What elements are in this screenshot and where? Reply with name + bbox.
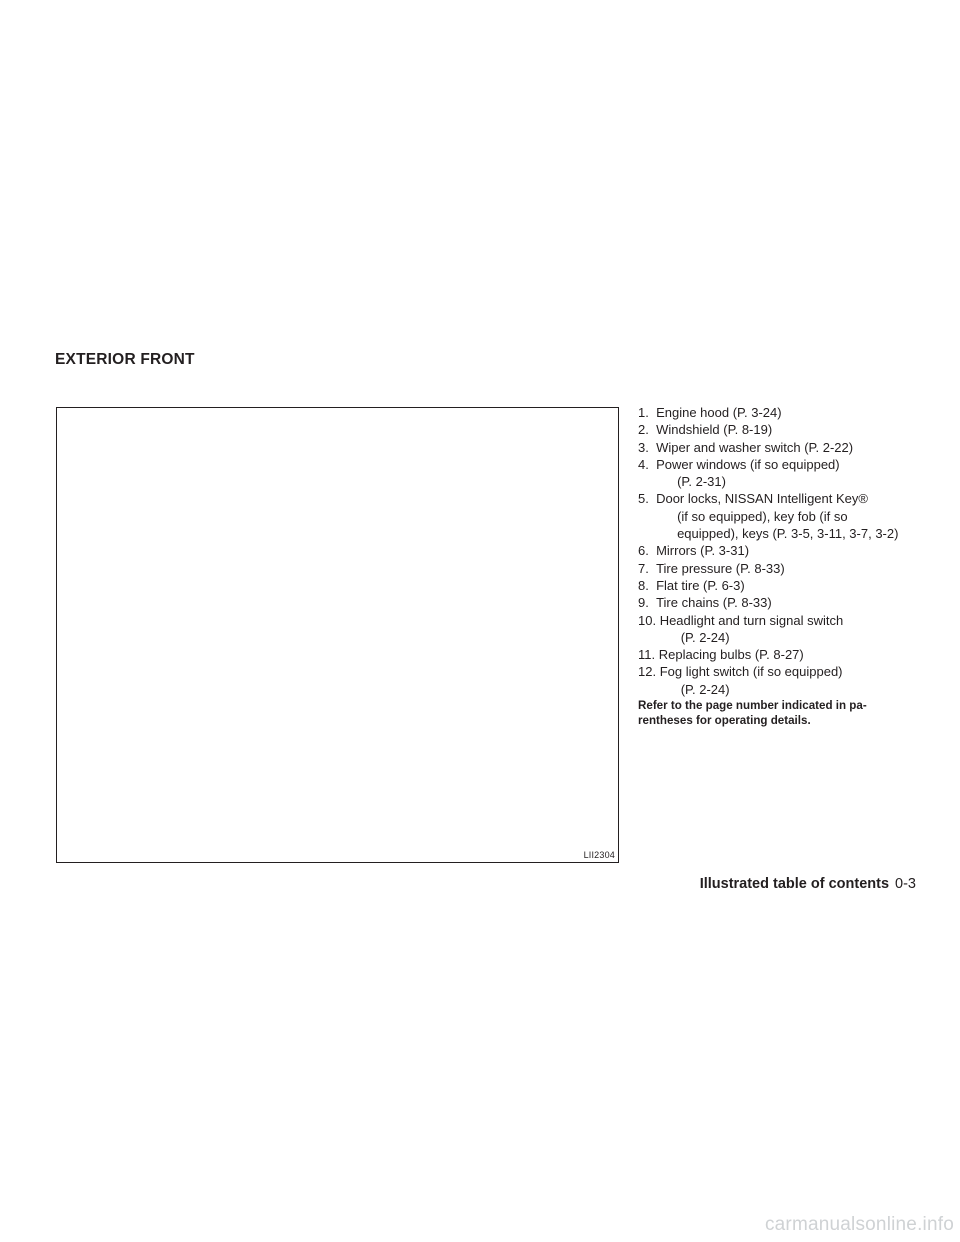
legend-item-line: Replacing bulbs (P. 8-27) (658, 647, 804, 663)
legend-item-number: 11. (638, 647, 659, 663)
legend-item (638, 612, 924, 647)
legend-item-text (656, 594, 924, 611)
legend-item-text (660, 612, 924, 647)
legend-item-line: Fog light switch (if so equipped) (659, 664, 843, 680)
legend-item-line: Power windows (if so equipped) (656, 456, 840, 472)
legend-item-line: Windshield (P. 8-19) (656, 422, 773, 438)
legend-item-line: Flat tire (P. 6-3) (656, 577, 745, 593)
legend-item-text (656, 439, 924, 456)
legend-item (638, 490, 924, 542)
reference-note (638, 698, 924, 728)
legend-item-line: equipped), keys (P. 3-5, 3-11, 3-7, 3-2) (677, 526, 899, 542)
legend-item (638, 577, 924, 594)
legend-item-line: (P. 2-31) (677, 474, 726, 490)
legend-item-text (656, 490, 924, 542)
legend-item-text (656, 421, 924, 438)
legend-item-number: 7. (638, 560, 657, 576)
legend-item-line: (P. 2-24) (680, 681, 730, 697)
legend-item-line: Tire pressure (P. 8-33) (656, 560, 785, 576)
legend-item (638, 646, 924, 663)
legend-item (638, 456, 924, 491)
legend-item (638, 421, 924, 438)
legend-item-line: Door locks, NISSAN Intelligent Key® (656, 491, 868, 507)
legend-item-number: 5. (638, 491, 657, 507)
legend-item-number: 2. (638, 422, 657, 438)
figure-code: LII2304 (583, 850, 615, 860)
legend-list (638, 404, 924, 698)
legend-item-text (660, 663, 924, 698)
page-footer (700, 876, 916, 892)
legend-item (638, 663, 924, 698)
legend-item-number: 9. (638, 595, 657, 611)
watermark: carmanualsonline.info (764, 1214, 954, 1235)
legend-item-number: 3. (638, 439, 657, 455)
legend-item-number: 10. (638, 612, 660, 628)
legend-item-number: 1. (638, 405, 657, 420)
footer-page-number: 0-3 (895, 876, 916, 892)
legend-item (638, 560, 924, 577)
legend-item-number: 8. (638, 577, 657, 593)
legend-item (638, 594, 924, 611)
legend-item (638, 404, 924, 421)
legend-item-text (656, 404, 924, 421)
legend-item-text (659, 646, 924, 663)
legend-item-text (656, 542, 924, 559)
footer-section-name: Illustrated table of contents (699, 876, 890, 892)
reference-note-line: rentheses for operating details. (638, 714, 811, 727)
legend-item-line: (P. 2-24) (680, 629, 730, 645)
legend-item-number: 6. (638, 543, 657, 559)
reference-note-line: Refer to the page number indicated in pa- (638, 699, 867, 712)
legend-item-number: 4. (638, 456, 657, 472)
legend-item-line: Mirrors (P. 3-31) (656, 543, 750, 559)
legend-item-line: Headlight and turn signal switch (659, 612, 844, 628)
legend-item-text (656, 560, 924, 577)
legend-item-line: Engine hood (P. 3-24) (656, 405, 782, 420)
section-title: EXTERIOR FRONT (55, 351, 195, 368)
legend-item-text (656, 577, 924, 594)
legend-item-line: (if so equipped), key fob (if so (677, 508, 848, 524)
legend-item (638, 542, 924, 559)
illustration-frame (56, 407, 619, 863)
legend-item-text (656, 456, 924, 491)
legend-item-line: Tire chains (P. 8-33) (656, 595, 772, 611)
legend-item-line: Wiper and washer switch (P. 2-22) (656, 439, 854, 455)
legend-item-number: 12. (638, 664, 660, 680)
legend-item (638, 439, 924, 456)
